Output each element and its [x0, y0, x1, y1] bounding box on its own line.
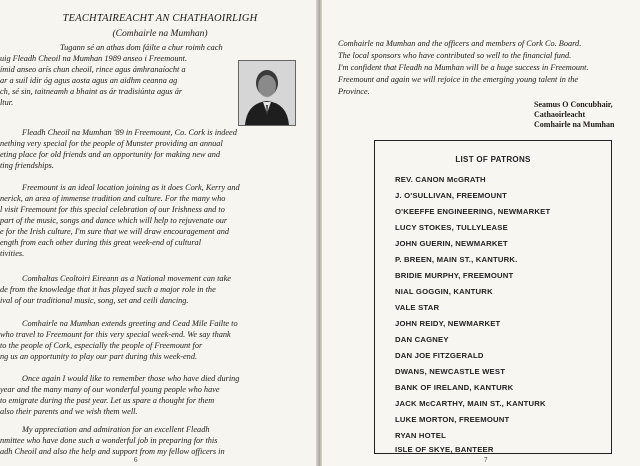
patron-item: O'KEEFFE ENGINEERING, NEWMARKET [395, 207, 551, 216]
text-line: Tugann sé an athas dom fáilte a chur roimh cach [60, 43, 223, 52]
patron-item: REV. CANON McGRATH [395, 175, 486, 184]
patron-item: VALE STAR [395, 303, 440, 312]
patron-item: JOHN REIDY, NEWMARKET [395, 319, 501, 328]
patron-item: JACK McCARTHY, MAIN ST., KANTURK [395, 399, 546, 408]
text-line: part of the music, songs and dance which will help to rejuvenate our [0, 216, 228, 225]
text-line: My appreciation and admiration for an excellent Fleadh [22, 425, 210, 434]
patron-item: LUCY STOKES, TULLYLEASE [395, 223, 508, 232]
text-line: year and the many many of our wonderful young people who have [0, 385, 220, 394]
left-page [0, 0, 318, 466]
text-line: tivities. [0, 249, 25, 258]
text-line: I'm confident that Fleadh na Mumhan will be a huge success in Freemount. [338, 63, 589, 72]
patron-item: RYAN HOTEL [395, 431, 446, 440]
patron-item: BRIDIE MURPHY, FREEMOUNT [395, 271, 514, 280]
text-line: nmittee who have done such a wonderful job in preparing for this [0, 436, 218, 445]
text-line: nething very special for the people of Munster providing an annual [0, 139, 223, 148]
patron-item: DAN CAGNEY [395, 335, 449, 344]
text-line: nerick, an area of immense tradition and culture. For the many who [0, 194, 226, 203]
text-line: The local sponsors who have contributed so well to the financial fund. [338, 51, 572, 60]
signature-role: Cathaoirleacht [534, 110, 586, 119]
text-line: ímid anseo arís chun cheoil, rince agus ámhranaíocht a [0, 65, 186, 74]
text-line: Fleadh Cheoil na Mumhan '89 in Freemount, Co. Cork is indeed [22, 128, 237, 137]
text-line: Comhaltas Ceoltoiri Eireann as a National movement can take [22, 274, 231, 283]
signature-name: Seamus O Concubhair, [534, 100, 613, 109]
text-line: adh Cheoil and also the help and support from my fellow officers in [0, 447, 225, 456]
text-line: Freemount is an ideal location joining as it does Cork, Kerry and [22, 183, 240, 192]
patron-item: BANK OF IRELAND, KANTURK [395, 383, 514, 392]
text-line: to the people of Cork, especially the people of Freemount for [0, 341, 203, 350]
text-line: ival of our traditional music, song, set and ceili dancing. [0, 296, 189, 305]
patron-item: JOHN GUERIN, NEWMARKET [395, 239, 508, 248]
signature-org: Comhairle na Mumhan [534, 120, 615, 129]
patron-item: J. O'SULLIVAN, FREEMOUNT [395, 191, 507, 200]
text-line: Once again I would like to remember those who have died during [22, 374, 240, 383]
portrait-image [239, 61, 295, 125]
patron-item: DAN JOE FITZGERALD [395, 351, 484, 360]
text-line: to emigrate during the past year. Let us spare a thought for them [0, 396, 215, 405]
page-number: 6 [134, 456, 138, 464]
text-line: also their parents and we wish them well. [0, 407, 138, 416]
text-line: uig Fleadh Cheoil na Mumhan 1989 anseo i Freemount. [0, 54, 188, 63]
text-line: who travel to Freemount for this very special week-end. We say thank [0, 330, 231, 339]
patrons-heading: LIST OF PATRONS [455, 155, 531, 164]
text-line: Comhairle na Mumhan extends greeting and Cead Mile Failte to [22, 319, 238, 328]
text-line: ting friendships. [0, 161, 54, 170]
text-line: Freemount and again we will rejoice in the emerging young talent in the [338, 75, 579, 84]
page-number: 7 [484, 456, 488, 464]
text-line: Comhairle na Mumhan and the officers and members of Cork Co. Board. [338, 39, 582, 48]
patron-item: P. BREEN, MAIN ST., KANTURK. [395, 255, 518, 264]
text-line: ltur. [0, 98, 14, 107]
chairman-photo [238, 60, 296, 126]
text-line: Province. [338, 87, 370, 96]
patron-item: LUKE MORTON, FREEMOUNT [395, 415, 510, 424]
patrons-box [374, 140, 612, 454]
patron-item: NIAL GOGGIN, KANTURK [395, 287, 493, 296]
text-line: de from the knowledge that it has played such a major role in the [0, 285, 216, 294]
text-line: e for the Irish culture, I'm sure that we will draw encouragement and [0, 227, 230, 236]
page-subtitle: (Comhairle na Mumhan) [112, 29, 208, 39]
patron-item: DWANS, NEWCASTLE WEST [395, 367, 506, 376]
text-line: ch, sé sin, taitneamh a bhaint as ár tradisiúnta agus ár [0, 87, 183, 96]
text-line: ng us an opportunity to play our part during this week-end. [0, 352, 198, 361]
text-line: l visit Freemount for this special celebration of our Irishness and to [0, 205, 225, 214]
patron-item: ISLE OF SKYE, BANTEER [395, 445, 494, 454]
text-line: ar a suil idir óg agus aosta agus an aidhm ceanna ag [0, 76, 178, 85]
right-page [322, 0, 640, 466]
page-title: TEACHTAIREACHT AN CHATHAOIRLIGH [62, 13, 258, 24]
text-line: eting place for old friends and an opportunity for making new and [0, 150, 221, 159]
text-line: ength from each other during this great week-end of cultural [0, 238, 202, 247]
